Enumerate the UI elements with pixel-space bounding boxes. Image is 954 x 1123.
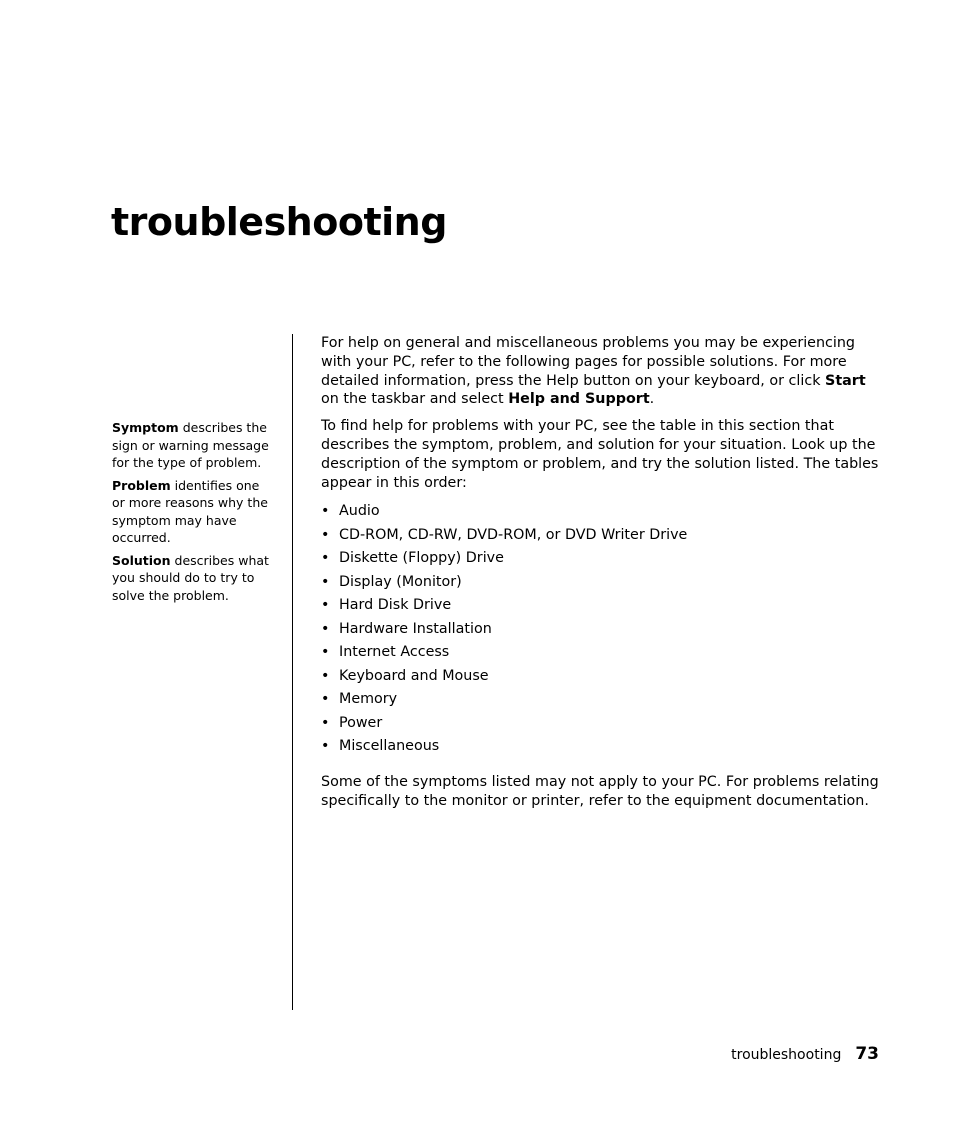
list-item-label: CD-ROM, CD-RW, DVD-ROM, or DVD Writer Drive bbox=[339, 526, 688, 543]
list-item-label: Memory bbox=[339, 691, 398, 708]
vertical-divider bbox=[292, 334, 293, 1010]
list-item bbox=[321, 547, 883, 571]
list-item-label: Miscellaneous bbox=[339, 738, 440, 755]
sidebar-notes bbox=[112, 419, 270, 609]
page-number: 73 bbox=[855, 1044, 879, 1064]
bullet-icon: • bbox=[321, 503, 330, 520]
list-item bbox=[321, 688, 883, 712]
list-item bbox=[321, 524, 883, 548]
order-paragraph: To find help for problems with your PC, see the table in this section that describes the symptom, problem, and solution for your situation. Look up the description of the symptom or problem, and try the solution listed. The tables appear in this order: bbox=[321, 418, 879, 491]
bullet-icon: • bbox=[321, 714, 330, 731]
closing-paragraph: Some of the symptoms listed may not apply to your PC. For problems relating specifically to the monitor or printer, refer to the equipment documentation. bbox=[321, 773, 879, 809]
list-item-label: Display (Monitor) bbox=[339, 573, 462, 590]
list-item-label: Audio bbox=[339, 503, 380, 520]
solution-note bbox=[112, 552, 270, 605]
list-item-label: Hard Disk Drive bbox=[339, 597, 452, 614]
start-term: Start bbox=[825, 372, 866, 389]
list-item bbox=[321, 641, 883, 665]
list-item bbox=[321, 571, 883, 595]
list-item bbox=[321, 500, 883, 524]
bullet-icon: • bbox=[321, 691, 330, 708]
solution-term: Solution bbox=[112, 552, 171, 568]
bullet-icon: • bbox=[321, 644, 330, 661]
list-item bbox=[321, 618, 883, 642]
list-item-label: Hardware Installation bbox=[339, 620, 492, 637]
bullet-icon: • bbox=[321, 526, 330, 543]
bullet-icon: • bbox=[321, 620, 330, 637]
list-item bbox=[321, 735, 883, 759]
intro-text-1: For help on general and miscellaneous problems you may be experiencing with your PC, refer to the following pages for possible solutions. For more detailed information, press the Help button on your keyboard, or click bbox=[321, 335, 856, 389]
symptom-term: Symptom bbox=[112, 420, 179, 435]
list-item bbox=[321, 665, 883, 689]
problem-note bbox=[112, 477, 270, 547]
problem-description: identifies one or more reasons why the symptom may have occurred. bbox=[112, 477, 268, 545]
bullet-icon: • bbox=[321, 550, 330, 567]
bullet-icon: • bbox=[321, 738, 330, 755]
page-title: troubleshooting bbox=[111, 200, 447, 244]
main-content bbox=[321, 334, 883, 818]
bullet-icon: • bbox=[321, 667, 330, 684]
solution-description: describes what you should do to try to solve the problem. bbox=[112, 552, 269, 603]
page-footer bbox=[731, 1043, 879, 1066]
bullet-icon: • bbox=[321, 597, 330, 614]
list-item bbox=[321, 594, 883, 618]
intro-paragraph bbox=[321, 334, 883, 409]
list-item-label: Power bbox=[339, 714, 383, 731]
footer-section-label: troubleshooting bbox=[731, 1047, 842, 1063]
list-item-label: Keyboard and Mouse bbox=[339, 667, 489, 684]
list-item bbox=[321, 712, 883, 736]
bullet-icon: • bbox=[321, 573, 330, 590]
topic-list bbox=[321, 500, 883, 759]
symptom-note bbox=[112, 419, 270, 472]
list-item-label: Internet Access bbox=[339, 644, 450, 661]
symptom-description: describes the sign or warning message for the type of problem. bbox=[112, 420, 269, 470]
problem-term: Problem bbox=[112, 477, 171, 493]
help-support-term: Help and Support bbox=[508, 391, 650, 408]
intro-text-3: . bbox=[649, 391, 655, 408]
list-item-label: Diskette (Floppy) Drive bbox=[339, 550, 504, 567]
intro-text-2: on the taskbar and select bbox=[321, 391, 509, 408]
